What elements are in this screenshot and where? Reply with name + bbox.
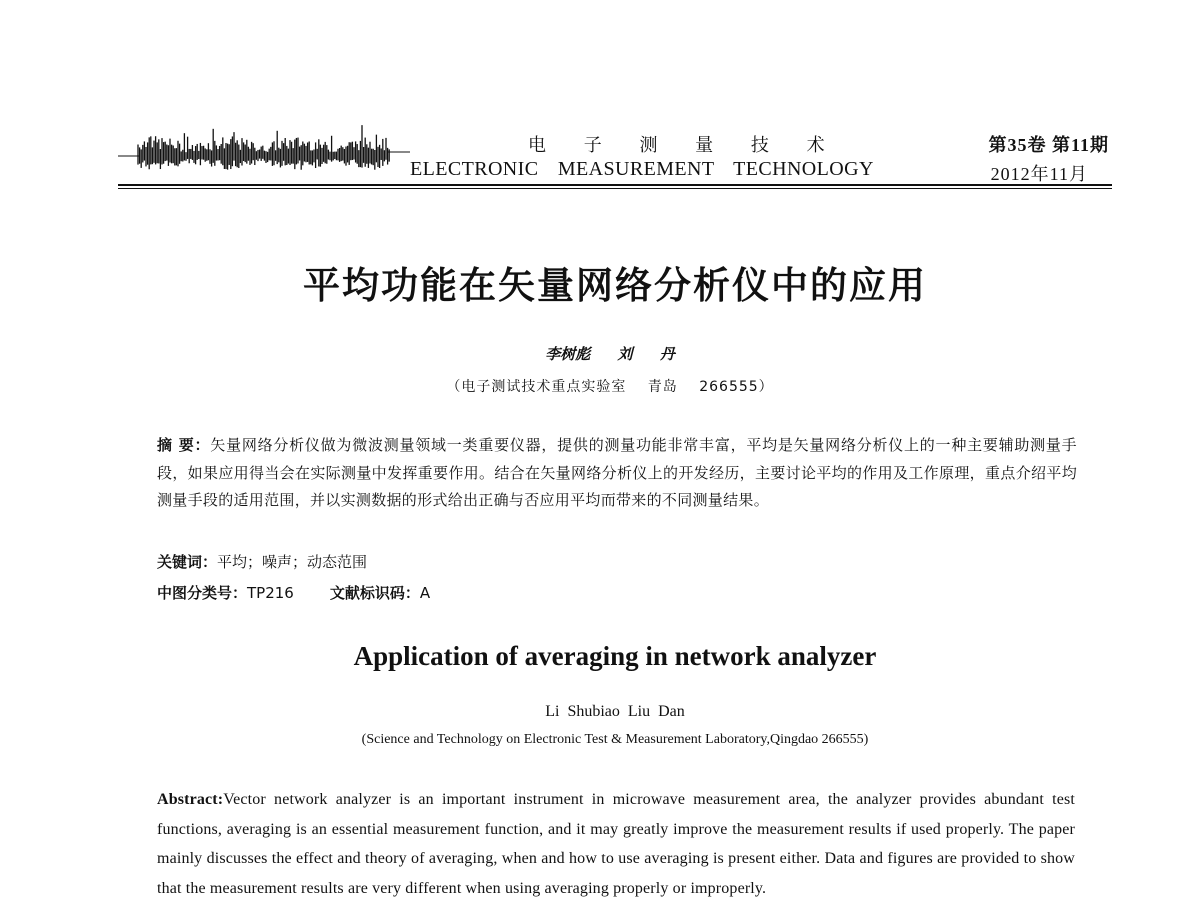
paper-affiliation-cn: （电子测试技术重点实验室 青岛 266555）	[446, 379, 774, 395]
paper-title-en: Application of averaging in network analyzer	[353, 641, 877, 671]
abstract-cn	[157, 432, 1077, 515]
paper-affiliation-en: (Science and Technology on Electronic Test & Measurement Laboratory,Qingdao 266555)	[361, 732, 869, 747]
abstract-label-cn: 摘 要：	[157, 436, 211, 454]
abstract-text-cn: 矢量网络分析仪做为微波测量领域一类重要仪器，提供的测量功能非常丰富，平均是矢量网络分析仪上的一种主要辅助测量手段，如果应用得当会在实际测量中发挥重要作用。结合在矢量网络分析仪上的开发经历，主要讨论平均的作用及工作原理，重点介绍平均测量手段的适用范围，并以实测数据的形式给出正确与否应用平均而带来的不同测量结果。	[157, 436, 1077, 509]
clc-value: TP216	[247, 584, 294, 602]
journal-name-cn: 电 子 测 量 技 术	[528, 135, 831, 156]
abstract-label-en: Abstract:	[157, 791, 224, 808]
paper-authors-en: Li Shubiao Liu Dan	[545, 703, 685, 720]
journal-volume-issue: 第35卷 第11期	[988, 135, 1109, 155]
doc-code-value: A	[419, 584, 431, 602]
keywords-cn	[157, 551, 367, 572]
header-rule-thin	[118, 188, 1112, 189]
paper-title-cn: 平均功能在矢量网络分析仪中的应用	[303, 264, 927, 307]
keywords-label-cn: 关键词：	[157, 553, 218, 571]
header-rule-thick	[118, 184, 1112, 186]
abstract-text-en: Vector network analyzer is an important instrument in microwave measurement area, the analyzer provides abundant test functions, averaging is an essential measurement function, and it may greatly improve the measurement results if used properly. The paper mainly discusses the effect and theory of averaging, when and how to use averaging is present either. Data and figures are provided to show that the measurement results are very different when using averaging properly or improperly.	[157, 791, 1075, 897]
abstract-en	[157, 785, 1075, 903]
keywords-text-cn: 平均；噪声；动态范围	[217, 553, 368, 571]
journal-name-en: ELECTRONIC MEASUREMENT TECHNOLOGY	[410, 158, 874, 180]
clc-label: 中图分类号：	[157, 584, 248, 602]
journal-issue-date: 2012年11月	[990, 164, 1088, 184]
classification-line	[157, 582, 430, 603]
doc-code-label: 文献标识码：	[329, 584, 420, 602]
paper-authors-cn: 李树彪 刘 丹	[545, 345, 675, 363]
journal-logo-waveform-icon	[118, 122, 410, 186]
